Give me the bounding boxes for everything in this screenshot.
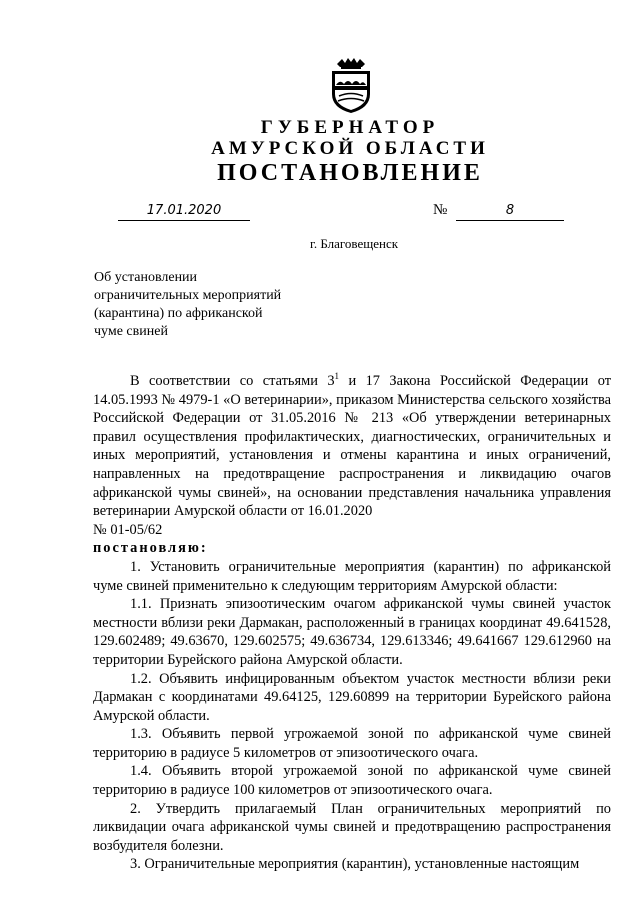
preamble-reference: № 01-05/62 [93,521,163,538]
document-city: г. Благовещенск [310,236,399,251]
clause-3: 3. Ограничительные мероприятия (карантин), установленные настоящим [130,856,580,873]
clause-1-4: 1.4. Объявить второй угрожаемой зоной по африканской чуме свиней территорию в радиусе 100 километров от эпизоотического очага. [93,763,611,799]
clause-1-2: 1.2. Объявить инфицированным объектом участок местности вблизи реки Дармакан с координатами 49.64125, 129.60899 на территории Бурейского района Амурской области. [93,670,611,724]
document-body [93,372,611,874]
issuer-region: АМУРСКОЙ ОБЛАСТИ [211,138,489,159]
subject-line: (карантина) по африканской [94,306,263,321]
subject-line: чуме свиней [94,324,168,339]
amur-region-coat-of-arms-icon [326,58,376,114]
clause-1-1: 1.1. Признать эпизоотическим очагом африканской чумы свиней участок местности вблизи реки Дармакан, расположенный в границах координат 49.641528, 129.602489; 49.63670, 129.602575; 49.636734, 129.613346; 49.641667 129.612960 на территории Бурейского района Амурской области. [93,596,611,668]
document-date: 17.01.2020 [118,202,250,221]
document-type: ПОСТАНОВЛЕНИЕ [217,160,483,186]
clause-1: 1. Установить ограничительные мероприятия (карантин) по африканской чуме свиней применительно к следующим территориям Амурской области: [93,558,611,594]
document-subject [94,269,374,341]
issuer-title: ГУБЕРНАТОР [260,117,440,138]
clause-2: 2. Утвердить прилагаемый План ограничительных мероприятий по ликвидации очага африканской чумы свиней и предотвращению распространения возбудителя болезни. [93,800,611,854]
clause-1-3: 1.3. Объявить первой угрожаемой зоной по африканской чуме свиней территорию в радиусе 5 километров от эпизоотического очага. [93,726,611,761]
subject-line: Об установлении [94,270,198,285]
number-sign: № [433,202,448,218]
subject-line: ограничительных мероприятий [94,288,282,303]
preamble-paragraph: В соответствии со статьями $3^1$ и 17 Закона Российской Федерации от 14.05.1993 № 4979-1 «О ветеринарии», приказом Министерства сельского хозяйства Российской Федерации от 31.05.2016 № 213 «Об утверждении ветеринарных правил осуществления профилактических, диагностических, ограничительных и иных мероприятий, установления и отмены карантина и иных ограничений, направленных на предотвращение распространения и ликвидацию очагов африканской чумы свиней», на основании представления начальника управления ветеринарии Амурской области от 16.01.2020 [93,371,611,520]
decree-word: постановляю: [93,540,208,557]
document-number: 8 [456,202,564,221]
